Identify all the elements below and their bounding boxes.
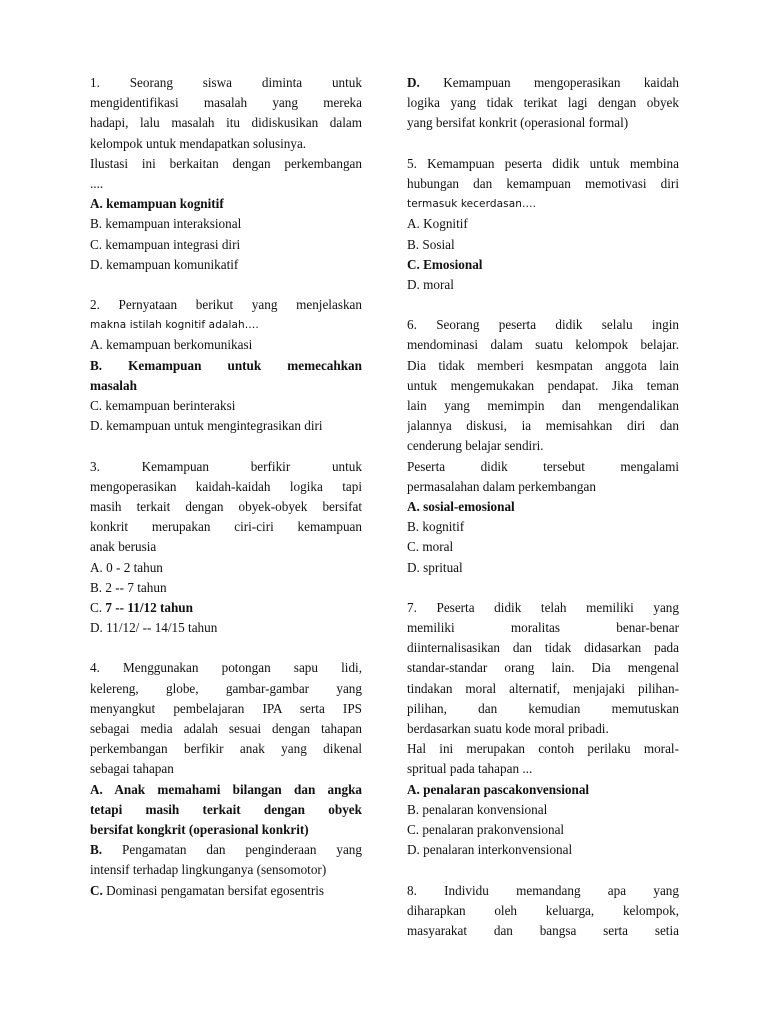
text-line: A. 0 - 2 tahun — [90, 559, 163, 575]
text-line: 2. Pernyataan berikut yang menjelaskan — [90, 297, 362, 313]
text-line: .... — [90, 175, 104, 191]
text-line — [90, 840, 362, 860]
text-line: intensif terhadap lingkunganya (sensomotor) — [90, 862, 327, 878]
text-line: A. kemampuan kognitif — [90, 196, 224, 212]
text-line: D. penalaran interkonvensional — [407, 842, 573, 858]
text-line: 6. Seorang peserta didik selalu ingin — [407, 317, 679, 333]
text-line: standar-standar orang lain. Dia mengenal — [407, 660, 679, 676]
text-line: A. penalaran pascakonvensional — [407, 781, 590, 797]
text-line: 1. Seorang siswa diminta untuk — [90, 75, 362, 90]
paragraph-spacer — [407, 860, 679, 880]
text-line: kelereng, globe, gambar-gambar yang — [90, 680, 362, 696]
option-letter: D. — [407, 75, 420, 90]
text-line: Ilustasi ini berkaitan dengan perkembangan — [90, 155, 362, 171]
text-line: D. moral — [407, 276, 454, 292]
text-line: A. Kognitif — [407, 216, 468, 232]
text-line: 7. Peserta didik telah memiliki yang — [407, 599, 679, 615]
text-line: Hal ini merupakan contoh perilaku moral- — [407, 741, 679, 757]
text-line: D. kemampuan komunikatif — [90, 256, 239, 272]
text-line: cenderung belajar sendiri. — [407, 438, 544, 454]
text-line: spritual pada tahapan ... — [407, 761, 533, 777]
text-line: C. kemampuan berinteraksi — [90, 398, 236, 413]
text-line: yang bersifat konkrit (operasional formal) — [407, 115, 629, 131]
text-line: logika yang tidak terikat lagi dengan obyek — [407, 95, 679, 111]
text-line — [90, 598, 362, 618]
text-line: mengoperasikan kaidah-kaidah logika tapi — [90, 478, 362, 494]
text-line: makna istilah kognitif adalah…. — [90, 319, 259, 332]
text-line: Dia tidak memberi kesmpatan anggota lain — [407, 357, 679, 373]
text-line — [90, 881, 362, 901]
text-line: C. kemampuan integrasi diri — [90, 236, 241, 252]
text-line: 5. Kemampuan peserta didik untuk membina — [407, 155, 679, 171]
text-line: D. spritual — [407, 559, 463, 575]
text-line: Peserta didik tersebut mengalami — [407, 458, 679, 474]
text-line: C. penalaran prakonvensional — [407, 821, 565, 837]
text-line: B. Sosial — [407, 236, 455, 252]
text-line: mendominasi dalam suatu kelompok belajar. — [407, 337, 679, 353]
text-line: B. Kemampuan untuk memecahkan — [90, 357, 362, 373]
option-text: Dominasi pengamatan bersifat egosentris — [102, 882, 325, 898]
text-line: B. penalaran konvensional — [407, 801, 548, 817]
text-line: hubungan dan kemampuan memotivasi diri — [407, 175, 679, 191]
text-line: anak berusia — [90, 539, 157, 555]
option-text: Pengamatan dan penginderaan yang — [102, 842, 362, 858]
text-line: sebagai tahapan — [90, 761, 174, 777]
text-line: hadapi, lalu masalah itu didiskusikan dalam — [90, 115, 362, 131]
text-line: mengidentifikasi masalah yang mereka — [90, 95, 362, 111]
text-line: C. moral — [407, 539, 454, 555]
text-line: D. 11/12/ -- 14/15 tahun — [90, 620, 218, 636]
option-letter: C. — [90, 882, 103, 898]
left-column — [90, 73, 362, 901]
text-line: berdasarkan suatu kode moral pribadi. — [407, 721, 609, 736]
text-line: bersifat kongkrit (operasional konkrit) — [90, 821, 309, 837]
text-line: B. kognitif — [407, 519, 465, 535]
text-line: masalah — [90, 377, 137, 393]
answer-text: 7 -- 11/12 tahun — [105, 599, 193, 615]
text-line: C. Emosional — [407, 256, 483, 272]
text-line: masih terkait dengan obyek-obyek bersifat — [90, 498, 362, 514]
text-line: kelompok untuk mendapatkan solusinya. — [90, 135, 307, 151]
paragraph-spacer — [90, 275, 362, 295]
text-line: 4. Menggunakan potongan sapu lidi, — [90, 660, 362, 676]
text-line: A. kemampuan berkomunikasi — [90, 337, 253, 353]
paragraph-spacer — [407, 295, 679, 315]
text-line: B. kemampuan interaksional — [90, 216, 242, 232]
text-line: menyangkut pembelajaran IPA serta IPS — [90, 700, 362, 716]
text-line: tindakan moral alternatif, menjajaki pilihan- — [407, 680, 679, 696]
text-line: permasalahan dalam perkembangan — [407, 478, 596, 494]
option-text: Kemampuan mengoperasikan kaidah — [419, 75, 679, 90]
text-line: termasuk kecerdasan…. — [407, 198, 537, 211]
text-line: memiliki moralitas benar-benar — [407, 620, 679, 636]
option-letter: C. — [90, 599, 106, 615]
paragraph-spacer — [90, 436, 362, 456]
text-line: diharapkan oleh keluarga, kelompok, — [407, 902, 679, 918]
text-line: lain yang memimpin dan mengendalikan — [407, 398, 679, 413]
text-line: pilihan, dan kemudian memutuskan — [407, 700, 679, 716]
text-line: konkrit merupakan ciri-ciri kemampuan — [90, 519, 362, 535]
right-column — [407, 73, 679, 941]
text-line: perkembangan berfikir anak yang dikenal — [90, 741, 362, 757]
text-line: untuk mengemukakan pendapat. Jika teman — [407, 377, 679, 393]
text-line: tetapi masih terkait dengan obyek — [90, 801, 362, 817]
paragraph-spacer — [90, 638, 362, 658]
text-line: 8. Individu memandang apa yang — [407, 882, 679, 898]
text-line: A. sosial-emosional — [407, 498, 515, 514]
text-line — [407, 73, 679, 93]
text-line: 3. Kemampuan berfikir untuk — [90, 458, 362, 474]
text-line: jalannya diskusi, ia memisahkan diri dan — [407, 418, 679, 434]
text-line: masyarakat dan bangsa serta setia — [407, 922, 679, 938]
paragraph-spacer — [407, 578, 679, 598]
text-line: diinternalisasikan dan tidak didasarkan pada — [407, 640, 679, 656]
text-line: B. 2 -- 7 tahun — [90, 579, 167, 595]
option-letter: B. — [90, 842, 103, 858]
paragraph-spacer — [407, 134, 679, 154]
text-line: A. Anak memahami bilangan dan angka — [90, 781, 362, 797]
text-line: sebagai media adalah sesuai dengan tahapan — [90, 721, 362, 736]
text-line: D. kemampuan untuk mengintegrasikan diri — [90, 418, 323, 434]
